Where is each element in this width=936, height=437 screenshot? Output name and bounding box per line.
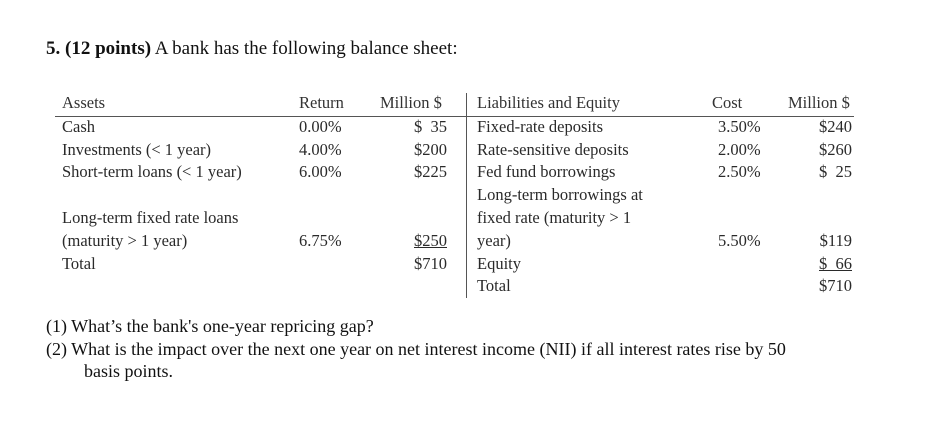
liability-amount: $260 (819, 140, 852, 159)
assets-total-label: Total (62, 254, 96, 273)
liability-cost: 2.00% (718, 140, 761, 159)
liability-amount: $119 (819, 231, 852, 250)
asset-amount: $ 35 (414, 117, 447, 136)
asset-return: 6.00% (299, 162, 342, 181)
liability-amount: $240 (819, 117, 852, 136)
asset-return: 4.00% (299, 140, 342, 159)
liability-name: Long-term borrowings at (477, 185, 643, 204)
header-return: Return (299, 93, 344, 112)
liability-name: fixed rate (maturity > 1 (477, 208, 632, 227)
header-asset-millions: Million $ (380, 93, 442, 112)
asset-name: (maturity > 1 year) (62, 231, 188, 250)
problem-number: 5. (46, 38, 61, 59)
assets-total-amount: $710 (414, 254, 447, 273)
problem-intro: A bank has the following balance sheet: (154, 38, 458, 59)
header-cost: Cost (712, 93, 743, 112)
asset-name: Short-term loans (< 1 year) (62, 162, 242, 181)
question-2: (2) What is the impact over the next one year on net interest income (NII) if all interest rates rise by 50 (46, 339, 786, 359)
asset-return: 6.75% (299, 231, 342, 250)
header-liabilities: Liabilities and Equity (477, 93, 620, 112)
asset-name: Cash (62, 117, 95, 136)
header-assets: Assets (62, 93, 106, 112)
column-divider (466, 93, 467, 298)
problem-title (46, 38, 458, 60)
liability-name: Equity (477, 254, 521, 273)
liabilities-total-label: Total (477, 276, 511, 295)
liability-name: year) (477, 231, 511, 250)
liabilities-total-amount: $710 (819, 276, 852, 295)
liability-cost: 3.50% (718, 117, 761, 136)
asset-amount: $250 (414, 231, 447, 250)
liability-name: Fed fund borrowings (477, 162, 616, 181)
header-liab-millions: Million $ (788, 93, 850, 112)
question-2-continued: basis points. (84, 361, 174, 381)
asset-amount: $225 (414, 162, 447, 181)
problem-points: (12 points) (65, 38, 152, 59)
liability-name: Fixed-rate deposits (477, 117, 604, 136)
asset-name: Investments (< 1 year) (62, 140, 212, 159)
asset-name: Long-term fixed rate loans (62, 208, 239, 227)
asset-amount: $200 (414, 140, 447, 159)
liability-amount: $ 25 (819, 162, 852, 181)
liability-name: Rate-sensitive deposits (477, 140, 629, 159)
question-1: (1) What’s the bank's one-year repricing gap? (46, 316, 374, 336)
liability-cost: 2.50% (718, 162, 761, 181)
asset-return: 0.00% (299, 117, 342, 136)
liability-cost: 5.50% (718, 231, 761, 250)
liability-amount: $ 66 (819, 254, 852, 273)
